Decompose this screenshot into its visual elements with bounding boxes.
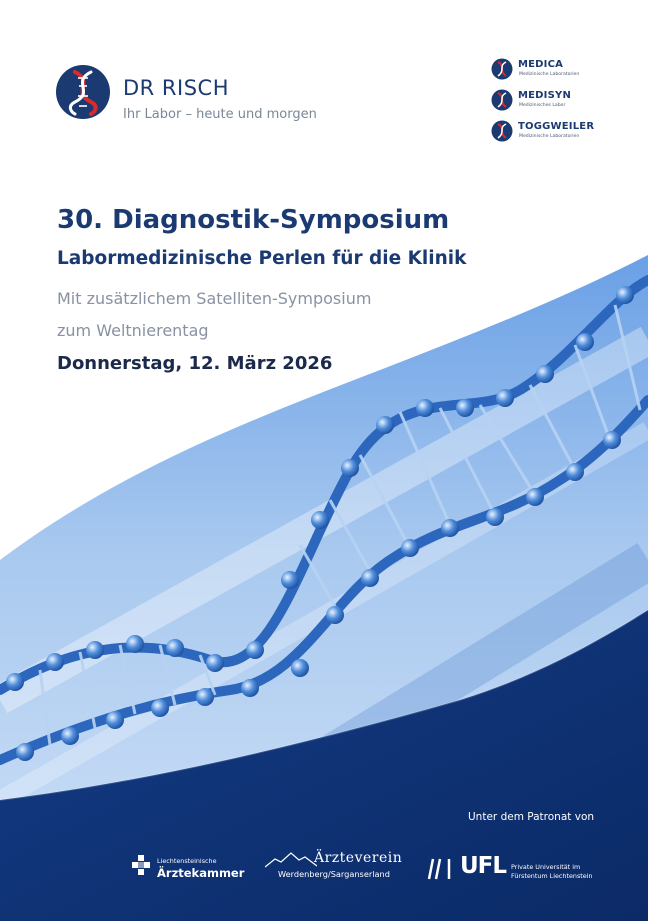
partner-labs	[491, 58, 631, 151]
satellite-symposium-line2: zum Weltnierentag	[57, 321, 209, 340]
sponsor-ufl-logo	[427, 855, 607, 885]
dna-helix-icon	[491, 58, 513, 80]
lab-subtitle: Medizinische Laboratorien	[519, 134, 580, 139]
brand-name: DR RISCH	[123, 76, 230, 100]
sponsor2-name: Ärzteverein	[314, 850, 403, 866]
sponsor3-name: UFL	[460, 853, 507, 879]
dna-helix-icon	[491, 120, 513, 142]
symposium-subtitle: Labormedizinische Perlen für die Klinik	[57, 248, 467, 269]
satellite-symposium-line1: Mit zusätzlichem Satelliten-Symposium	[57, 289, 372, 308]
lab-subtitle: Medizinische Laboratorien	[519, 72, 580, 77]
lab-medisyn-logo	[491, 89, 631, 112]
dna-helix-icon	[491, 89, 513, 111]
patronage-label: Unter dem Patronat von	[468, 811, 595, 823]
mountain-icon	[265, 850, 317, 868]
lab-name: TOGGWEILER	[518, 121, 595, 132]
sponsor3-line2: Fürstentum Liechtenstein	[511, 872, 593, 880]
sponsor2-region: Werdenberg/Sarganserland	[278, 869, 390, 879]
symposium-title: 30. Diagnostik-Symposium	[57, 205, 450, 235]
sponsor1-name: Ärztekammer	[157, 866, 245, 880]
sponsor3-line1: Private Universität im	[511, 863, 581, 871]
cross-icon	[132, 855, 152, 879]
lab-subtitle: Medizinisches Labor	[519, 103, 566, 108]
event-date: Donnerstag, 12. März 2026	[57, 353, 333, 374]
sponsor-aerztekammer-logo	[132, 852, 250, 884]
lab-name: MEDICA	[518, 59, 564, 70]
slash-mark-icon	[427, 857, 457, 881]
lab-name: MEDISYN	[518, 90, 572, 101]
brand-tagline: Ihr Labor – heute und morgen	[123, 107, 317, 122]
lab-toggweiler-logo	[491, 120, 631, 143]
sponsor1-small-text: Liechtensteinische	[157, 857, 217, 865]
dna-helix-icon	[55, 64, 111, 120]
dr-risch-logo	[55, 64, 325, 124]
lab-medica-logo	[491, 58, 631, 81]
sponsor-aerzteverein-logo	[265, 848, 405, 882]
